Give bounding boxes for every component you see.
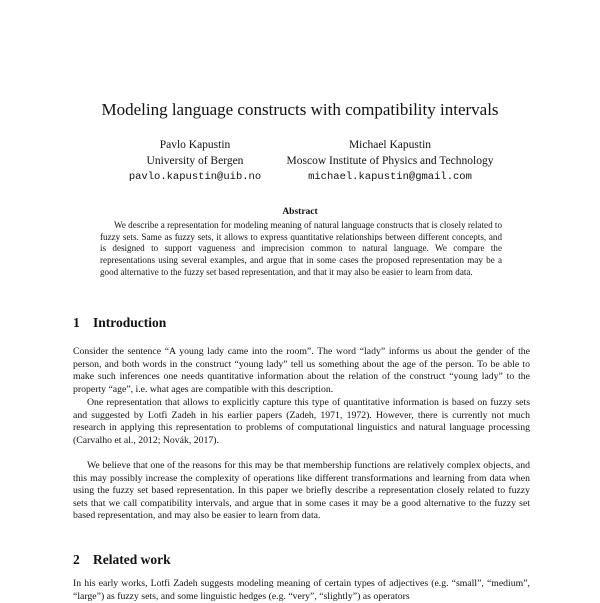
author-email: pavlo.kapustin@uib.no bbox=[128, 171, 262, 183]
author-block bbox=[270, 137, 510, 185]
author-name: Pavlo Kapustin bbox=[159, 139, 231, 151]
section-heading-introduction bbox=[73, 315, 166, 331]
paragraph: One representation that allows to explicitly capture this type of quantitative information is based on fuzzy sets and suggested by Lotfi Zadeh in his earlier papers (Zadeh, 1971, 1972). However, there is currently not much research in applying this representation to problems of computational linguistics and natural language processing (Carvalho et al., 2012; Novák, 2017). bbox=[73, 397, 530, 446]
abstract-text: We describe a representation for modeling meaning of natural language constructs that is closely related to fuzzy sets. Same as fuzzy sets, it allows to express quantitative relationships between different concepts, and is designed to support vagueness and imprecision common to natural language. We compare the representations using several examples, and argue that in some cases the proposed representation may be a good alternative to the fuzzy set based representation, and that it may also be easier to learn from data. bbox=[100, 220, 502, 277]
author-email: michael.kapustin@gmail.com bbox=[308, 171, 472, 183]
author-affiliation: Moscow Institute of Physics and Technology bbox=[286, 155, 494, 167]
section-number: 1 bbox=[73, 315, 80, 330]
paragraph: In his early works, Lotfi Zadeh suggests modeling meaning of certain types of adjectives (e.g. “small”, “medium”, “large”) as fuzzy sets, and some linguistic hedges (e.g. “very”, “slightly”) as operators bbox=[73, 578, 530, 602]
paragraph: Consider the sentence “A young lady came into the room”. The word “lady” informs us about the gender of the person, and both words in the construct “young lady” tell us something about the age of the person. To be able to make such inferences one needs quantitative information about the relation of the construct “young lady” to the property “age”, i.e. what ages are compatible with this description. bbox=[73, 346, 530, 395]
author-name: Michael Kapustin bbox=[348, 139, 432, 151]
section-title: Related work bbox=[93, 552, 171, 567]
paper-title: Modeling language constructs with compatibility intervals bbox=[101, 100, 499, 119]
section-number: 2 bbox=[73, 552, 80, 567]
section-title: Introduction bbox=[93, 315, 167, 330]
author-block bbox=[95, 137, 295, 185]
paragraph: We believe that one of the reasons for this may be that membership functions are relatively complex objects, and this may possibly increase the complexity of operations like different transformations and learning from data when using the fuzzy set based representation. In this paper we briefly describe a representation closely related to fuzzy sets that we call compatibility intervals, and argue that in some cases it may be a good alternative to the fuzzy set based representation, and may also be easier to learn from data. bbox=[73, 460, 530, 522]
section-heading-related-work bbox=[73, 552, 171, 568]
author-affiliation: University of Bergen bbox=[146, 155, 244, 167]
abstract-heading: Abstract bbox=[282, 207, 318, 217]
